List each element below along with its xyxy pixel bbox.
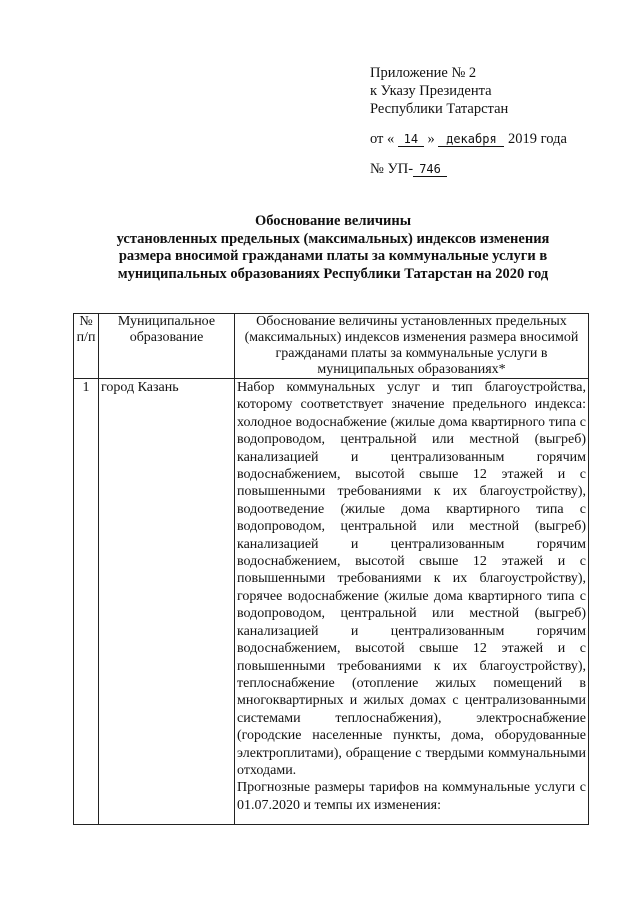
table-row (74, 379, 589, 825)
indices-table (73, 313, 589, 825)
header-municipality: Муниципальное образование (99, 314, 235, 379)
number-prefix: № УП- (370, 161, 414, 177)
appendix-line-3: Республики Татарстан (370, 101, 509, 117)
appendix-line-2: к Указу Президента (370, 83, 492, 99)
title-line-2: установленных предельных (максимальных) индексов изменения (116, 230, 550, 247)
date-day: 14 (398, 132, 424, 147)
table-header-row (74, 314, 589, 379)
document-title (90, 213, 576, 283)
header-justification: Обоснование величины установленных предельных (максимальных) индексов изменения размера вносимой гражданами платы за коммунальные услуги в муниципальных образованиях* (235, 314, 589, 379)
appendix-date (370, 130, 567, 148)
date-prefix: от « (370, 131, 395, 147)
justification-paragraph-2: Прогнозные размеры тарифов на коммунальные услуги с 01.07.2020 и темпы их изменения: (237, 780, 586, 813)
row-municipality: город Казань (99, 379, 235, 825)
title-line-1: Обоснование величины (254, 213, 412, 229)
row-justification (235, 379, 589, 825)
appendix-block (370, 64, 567, 178)
appendix-line-1: Приложение № 2 (370, 65, 477, 81)
date-year: 2019 года (508, 131, 567, 147)
date-month: декабря (438, 132, 504, 147)
header-num: № п/п (74, 314, 99, 379)
title-line-4: муниципальных образованиях Республики Татарстан на 2020 год (117, 265, 549, 282)
date-mid: » (427, 131, 435, 147)
appendix-number (370, 160, 567, 178)
number-value: 746 (413, 162, 447, 177)
justification-paragraph-1: Набор коммунальных услуг и тип благоустройства, которому соответствует значение предельного индекса: холодное водоснабжение (жилые дома квартирного типа с водопроводом, центральной или местной (выгреб) канализацией и централизованным горячим водоснабжением, высотой свыше 12 этажей и с повышенными требованиями к их благоустройству), водоотведение (жилые дома квартирного типа с водопроводом, центральной или местной (выгреб) канализацией и централизованным горячим водоснабжением, высотой свыше 12 этажей и с повышенными требованиями к их благоустройству), горячее водоснабжение (жилые дома квартирного типа с водопроводом, центральной или местной (выгреб) канализацией и централизованным горячим водоснабжением, высотой свыше 12 этажей и с повышенными требованиями к их благоустройству), теплоснабжение (отопление жилых помещений в многоквартирных и жилых домах с централизованными системами теплоснабжения), электроснабжение (городские населенные пункты, дома, оборудованные электроплитами), обращение с твердыми коммунальными отходами. (237, 380, 586, 778)
row-num: 1 (74, 379, 99, 825)
title-line-3: размера вносимой гражданами платы за коммунальные услуги в (118, 248, 548, 264)
